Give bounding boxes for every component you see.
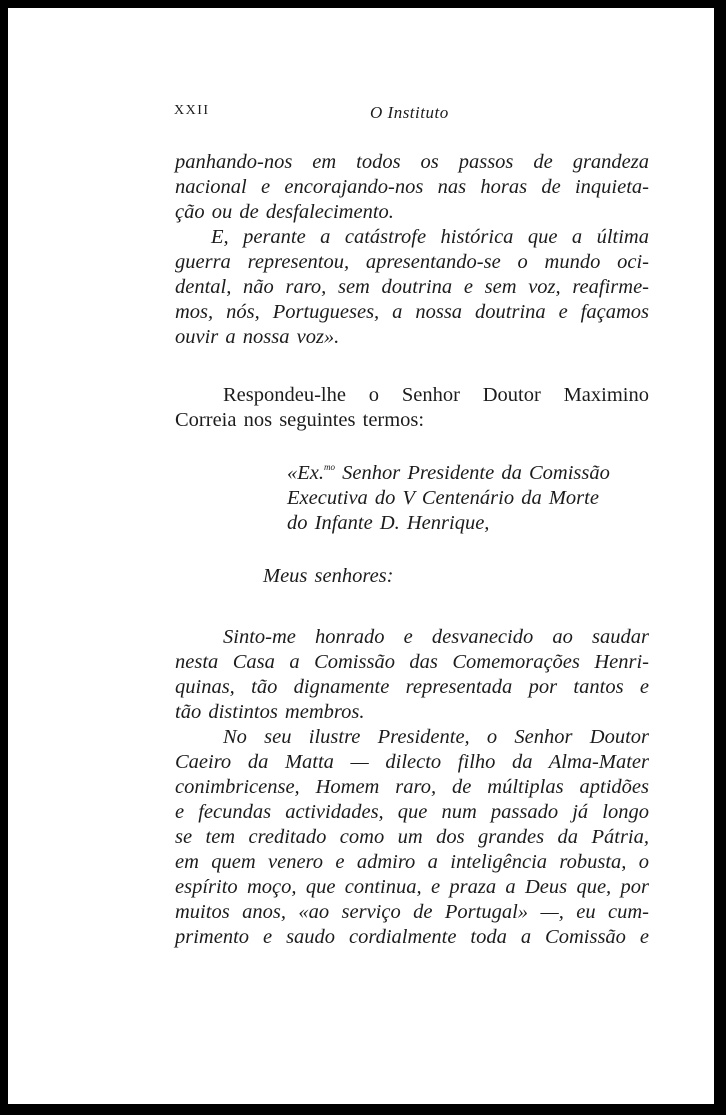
text-line: se tem creditado como um dos grandes da Pátria, bbox=[175, 826, 649, 848]
salutation-line: Meus senhores: bbox=[263, 565, 394, 587]
text-line: primento e saudo cordialmente toda a Comissão e bbox=[175, 926, 649, 948]
text-line: Sinto-me honrado e desvanecido ao saudar bbox=[223, 626, 649, 648]
quote-continuation bbox=[175, 150, 649, 225]
page-number: XXII bbox=[174, 103, 210, 118]
text-line: conimbricense, Homem raro, de múltiplas aptidões bbox=[175, 776, 649, 798]
text-line: Respondeu-lhe o Senhor Doutor Maximino bbox=[223, 384, 649, 406]
salutation bbox=[175, 564, 649, 589]
book-page bbox=[8, 8, 714, 1104]
speech-paragraph-2 bbox=[175, 725, 649, 950]
text-line: muitos anos, «ao serviço de Portugal» —, eu cum- bbox=[175, 901, 649, 923]
text-line: nacional e encorajando-nos nas horas de inquieta- bbox=[175, 176, 649, 198]
text-line: No seu ilustre Presidente, o Senhor Doutor bbox=[223, 726, 649, 748]
text-line: espírito moço, que continua, e praza a Deus que, por bbox=[175, 876, 649, 898]
address-line bbox=[175, 461, 649, 486]
quote-closing-paragraph bbox=[175, 225, 649, 350]
text-line: Correia nos seguintes termos: bbox=[175, 409, 425, 431]
address-line: Executiva do V Centenário da Morte bbox=[287, 487, 599, 509]
text-line: tão distintos membros. bbox=[175, 701, 365, 723]
letter-address bbox=[175, 461, 649, 536]
text-line: E, perante a catástrofe histórica que a última bbox=[211, 226, 649, 248]
address-rest: Senhor Presidente da Comissão bbox=[335, 462, 610, 484]
address-superscript: mo bbox=[324, 462, 335, 472]
address-line: do Infante D. Henrique, bbox=[287, 512, 490, 534]
text-line: quinas, tão dignamente representada por tantos e bbox=[175, 676, 649, 698]
text-line: dental, não raro, sem doutrina e sem voz, reafirme- bbox=[175, 276, 649, 298]
text-line: mos, nós, Portugueses, a nossa doutrina e façamos bbox=[175, 301, 649, 323]
text-line: nesta Casa a Comissão das Comemorações Henri- bbox=[175, 651, 649, 673]
running-head bbox=[8, 103, 714, 133]
text-line: panhando-nos em todos os passos de grandeza bbox=[175, 151, 649, 173]
speech-paragraph-1 bbox=[175, 625, 649, 725]
text-line: ouvir a nossa voz». bbox=[175, 326, 340, 348]
text-line: e fecundas actividades, que num passado já longo bbox=[175, 801, 649, 823]
reply-paragraph bbox=[175, 383, 649, 433]
text-line: guerra representou, apresentando-se o mundo oci- bbox=[175, 251, 649, 273]
address-open: «Ex. bbox=[287, 462, 324, 484]
text-line: ção ou de desfalecimento. bbox=[175, 201, 394, 223]
text-line: Caeiro da Matta — dilecto filho da Alma-Mater bbox=[175, 751, 649, 773]
body-text bbox=[175, 150, 649, 950]
running-title: O Instituto bbox=[370, 103, 449, 122]
text-line: em quem venero e admiro a inteligência robusta, o bbox=[175, 851, 649, 873]
